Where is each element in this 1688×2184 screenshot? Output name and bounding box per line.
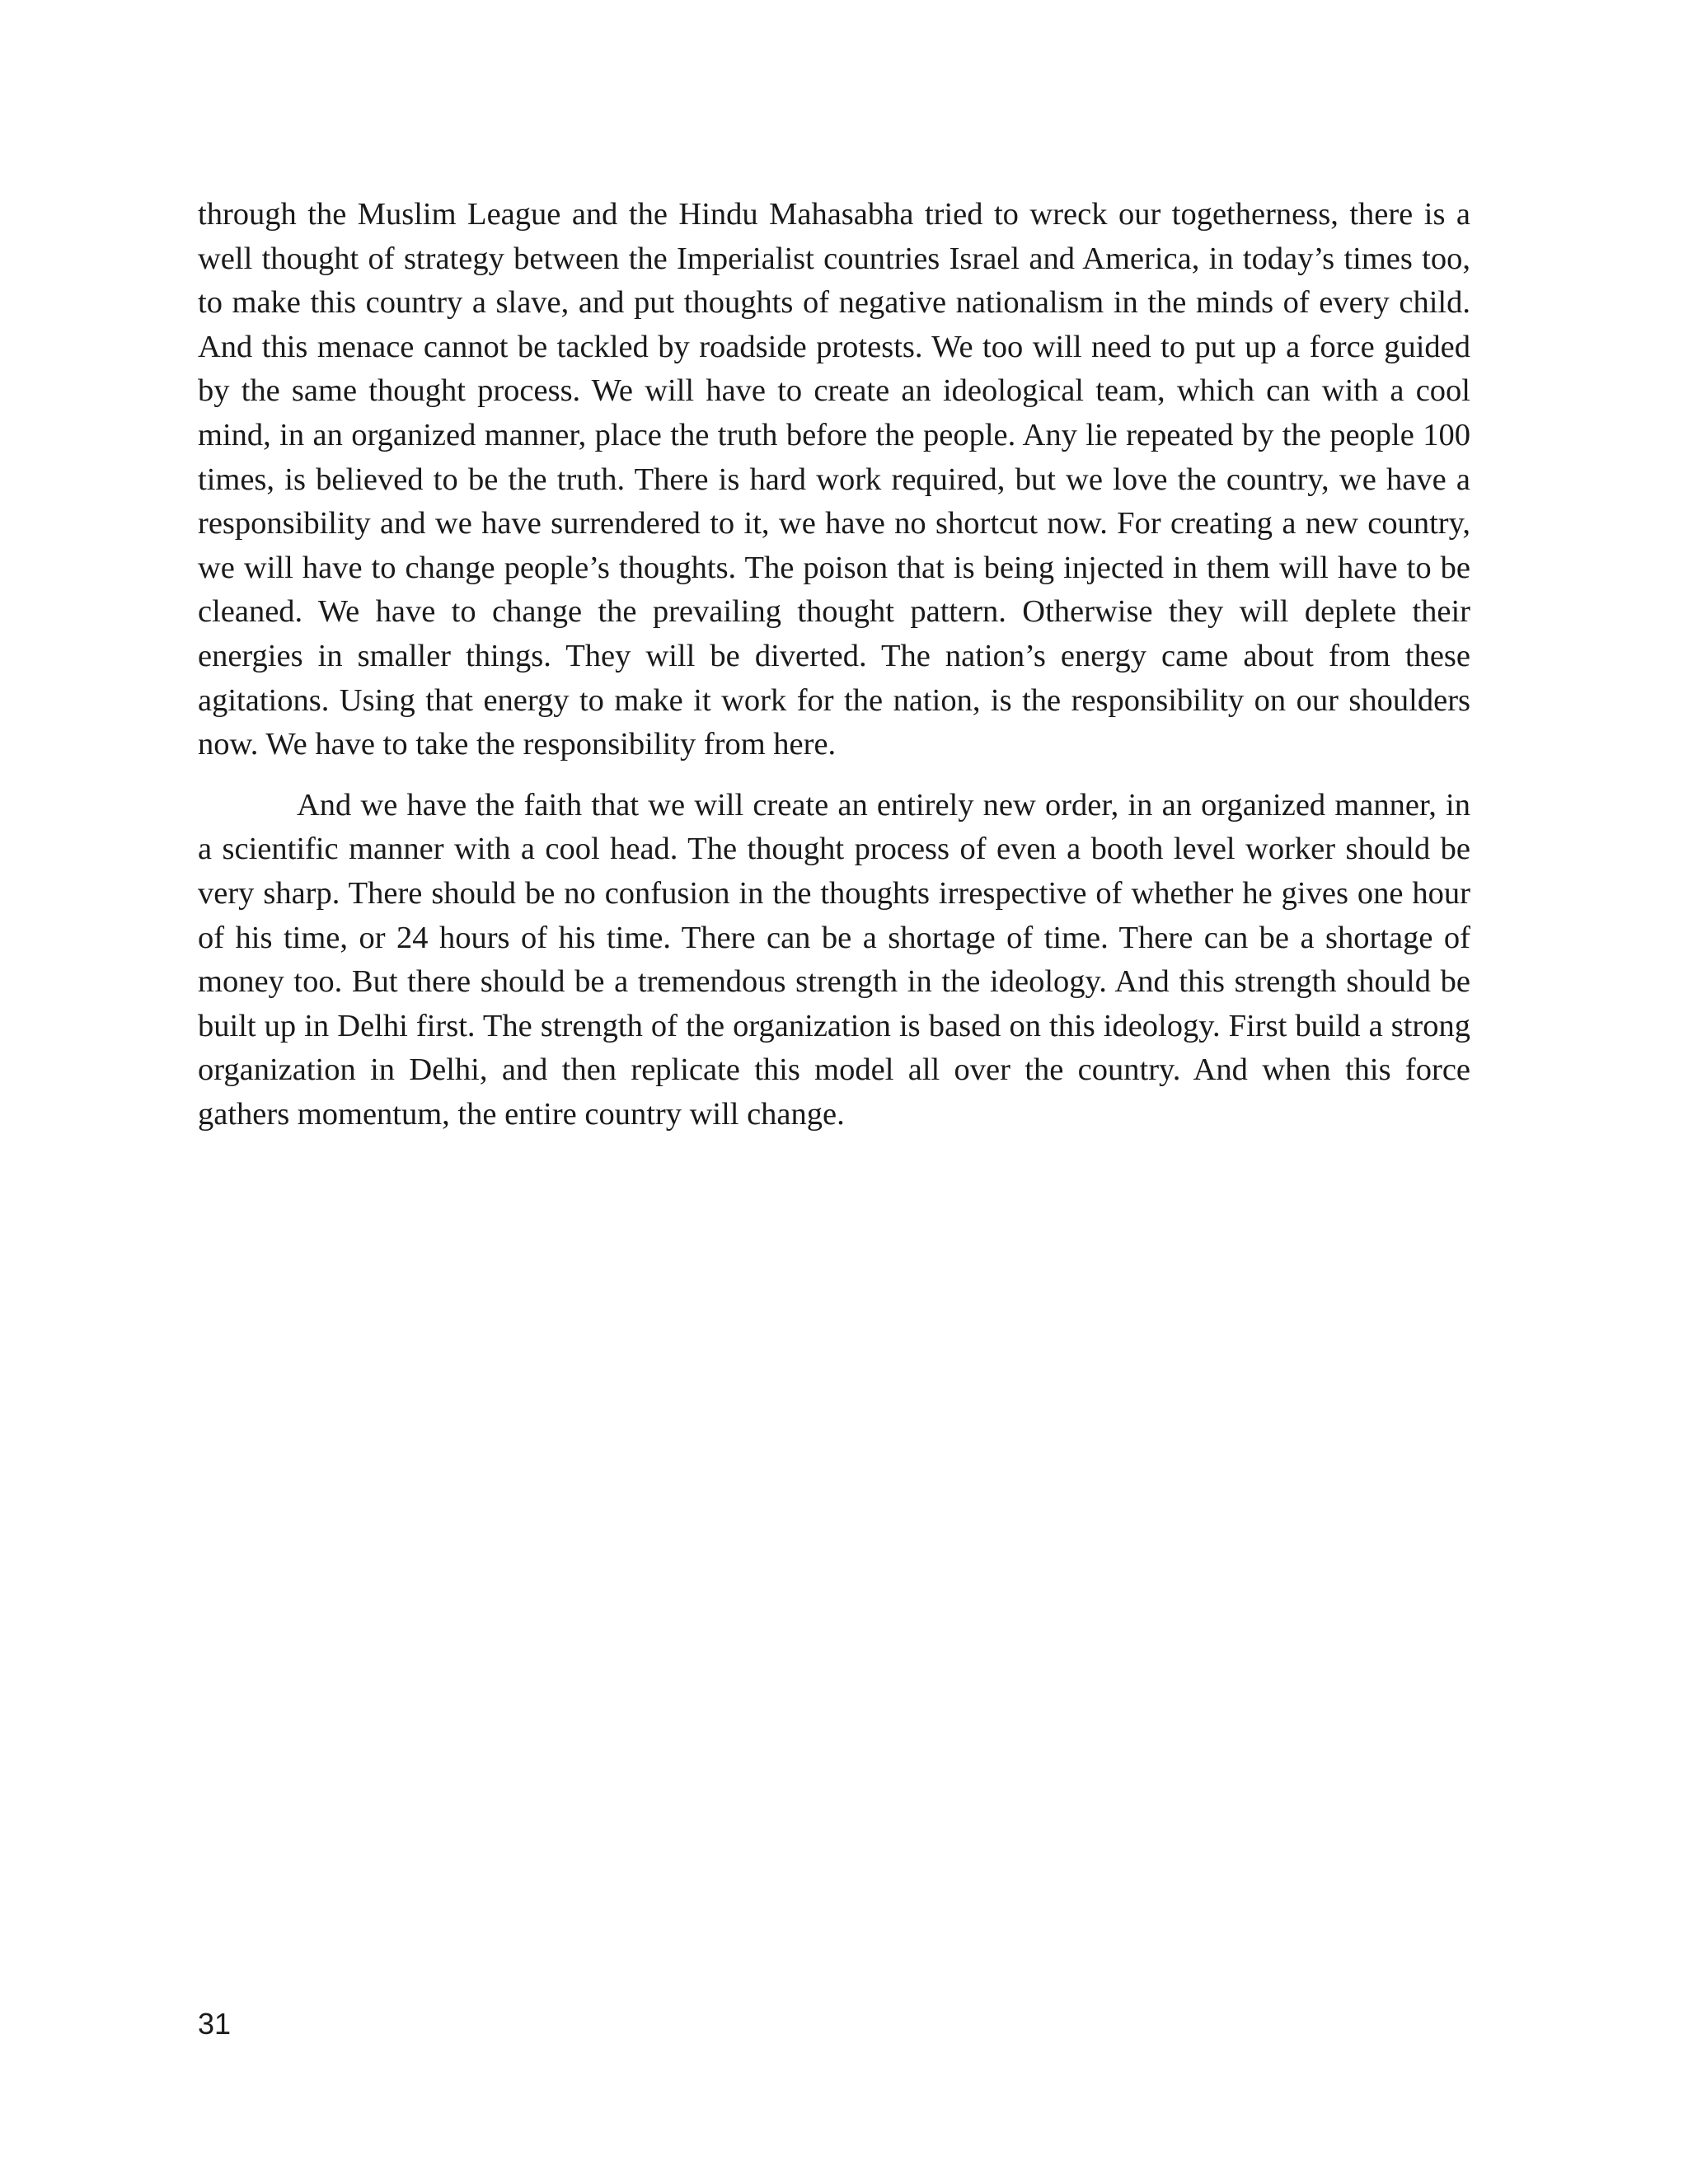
- paragraph-1: through the Muslim League and the Hindu Mahasabha tried to wreck our togetherness, there is a well thought of strategy between the Imperialist countries Israel and America, in today’s times too, to make this country a slave, and put thoughts of negative nationalism in the minds of every child. And this menace cannot be tackled by roadside protests. We too will need to put up a force guided by the same thought process. We will have to create an ideological team, which can with a cool mind, in an organized manner, place the truth before the people. Any lie repeated by the people 100 times, is believed to be the truth. There is hard work required, but we love the country, we have a responsibility and we have surrendered to it, we have no shortcut now. For creating a new country, we will have to change people’s thoughts. The poison that is being injected in them will have to be cleaned. We have to change the prevailing thought pattern. Otherwise they will deplete their energies in smaller things. They will be diverted. The nation’s energy came about from these agitations. Using that energy to make it work for the nation, is the responsibility on our shoulders now. We have to take the responsibility from here.: [198, 197, 1470, 762]
- paragraph-2: And we have the faith that we will create an entirely new order, in an organized manner, in a scientific manner with a cool head. The thought process of even a booth level worker should be very sharp. There should be no confusion in the thoughts irrespective of whether he gives one hour of his time, or 24 hours of his time. There can be a shortage of time. There can be a shortage of money too. But there should be a tremendous strength in the ideology. And this strength should be built up in Delhi first. The strength of the organization is based on this ideology. First build a strong organization in Delhi, and then replicate this model all over the country. And when this force gathers momentum, the entire country will change.: [198, 787, 1470, 1132]
- page-number: 31: [198, 2007, 232, 2041]
- body-text: [198, 193, 1470, 1137]
